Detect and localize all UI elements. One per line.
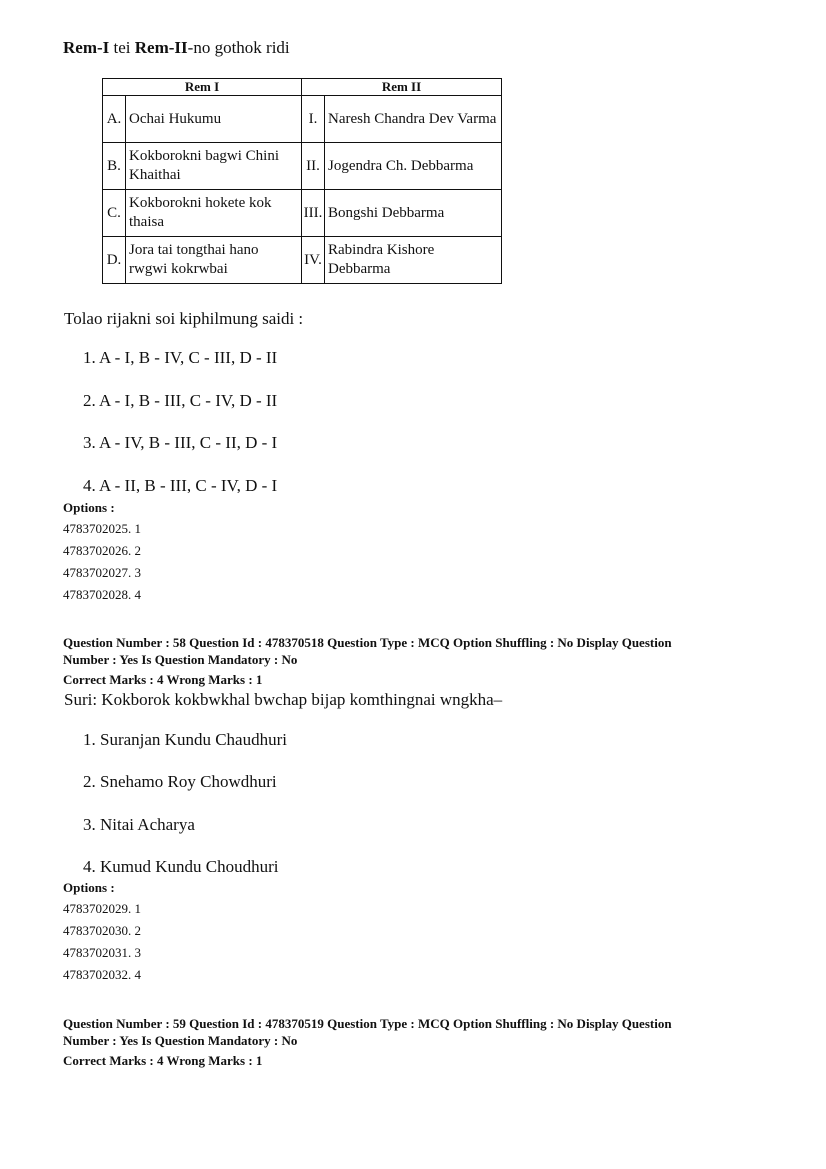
row-key-right: I.: [302, 96, 325, 143]
matching-table: [102, 78, 502, 284]
row-text-right: Jogendra Ch. Debbarma: [325, 143, 502, 190]
question-58-meta: [63, 634, 763, 688]
table-row: [103, 237, 502, 284]
choice-1: 1. Suranjan Kundu Chaudhuri: [83, 730, 287, 749]
option-id-1: 4783702029. 1: [63, 901, 141, 916]
option-id-4: 4783702032. 4: [63, 967, 141, 982]
table-header-row: [103, 79, 502, 96]
marks-line: Correct Marks : 4 Wrong Marks : 1: [63, 672, 263, 687]
row-text-left: Kokborokni bagwi Chini Khaithai: [126, 143, 302, 190]
table-row: [103, 96, 502, 143]
match-instruction: [63, 38, 290, 58]
choice-1: 1. A - I, B - IV, C - III, D - II: [83, 348, 278, 367]
choice-4: 4. A - II, B - III, C - IV, D - I: [83, 476, 278, 493]
row-key-right: IV.: [302, 237, 325, 284]
question-59-meta: [63, 1015, 763, 1069]
table-row: [103, 143, 502, 190]
meta-line-2: Number : Yes Is Question Mandatory : No: [63, 652, 298, 667]
option-id-4: 4783702028. 4: [63, 587, 141, 602]
option-id-3: 4783702027. 3: [63, 565, 141, 580]
option-id-2: 4783702030. 2: [63, 923, 141, 938]
choice-2: 2. A - I, B - III, C - IV, D - II: [83, 391, 278, 410]
header-rem1: Rem I: [103, 79, 302, 96]
row-text-right: Naresh Chandra Dev Varma: [325, 96, 502, 143]
choice-4: 4. Kumud Kundu Choudhuri: [83, 857, 279, 876]
question-58-text: Suri: Kokborok kokbwkhal bwchap bijap komthingnai wngkha–: [64, 690, 503, 709]
meta-line-1: Question Number : 59 Question Id : 478370519 Question Type : MCQ Option Shuffling : No Display Question: [63, 1016, 672, 1031]
option-id-3: 4783702031. 3: [63, 945, 141, 960]
meta-line-2: Number : Yes Is Question Mandatory : No: [63, 1033, 298, 1048]
row-key-left: B.: [103, 143, 126, 190]
row-text-right: Bongshi Debbarma: [325, 190, 502, 237]
table-row: [103, 190, 502, 237]
row-key-left: C.: [103, 190, 126, 237]
meta-line-1: Question Number : 58 Question Id : 478370518 Question Type : MCQ Option Shuffling : No Display Question: [63, 635, 672, 650]
tei-text: tei: [109, 38, 135, 57]
marks-line: Correct Marks : 4 Wrong Marks : 1: [63, 1053, 263, 1068]
row-key-right: III.: [302, 190, 325, 237]
choice-3: 3. Nitai Acharya: [83, 815, 195, 834]
instruction-rest: -no gothok ridi: [187, 38, 290, 57]
row-text-right: Rabindra Kishore Debbarma: [325, 237, 502, 284]
question-prompt: Tolao rijakni soi kiphilmung saidi :: [64, 309, 304, 328]
option-id-1: 4783702025. 1: [63, 521, 141, 536]
row-text-left: Jora tai tongthai hano rwgwi kokrwbai: [126, 237, 302, 284]
options-label: Options :: [63, 880, 115, 895]
rem1-label: Rem-I: [63, 38, 110, 57]
row-key-right: II.: [302, 143, 325, 190]
choice-3: 3. A - IV, B - III, C - II, D - I: [83, 433, 278, 452]
header-rem2: Rem II: [302, 79, 502, 96]
option-id-2: 4783702026. 2: [63, 543, 141, 558]
row-key-left: D.: [103, 237, 126, 284]
rem2-label: Rem-II: [134, 38, 188, 57]
choice-2: 2. Snehamo Roy Chowdhuri: [83, 772, 277, 791]
row-text-left: Kokborokni hokete kok thaisa: [126, 190, 302, 237]
options-label: Options :: [63, 500, 115, 515]
row-text-left: Ochai Hukumu: [126, 96, 302, 143]
row-key-left: A.: [103, 96, 126, 143]
